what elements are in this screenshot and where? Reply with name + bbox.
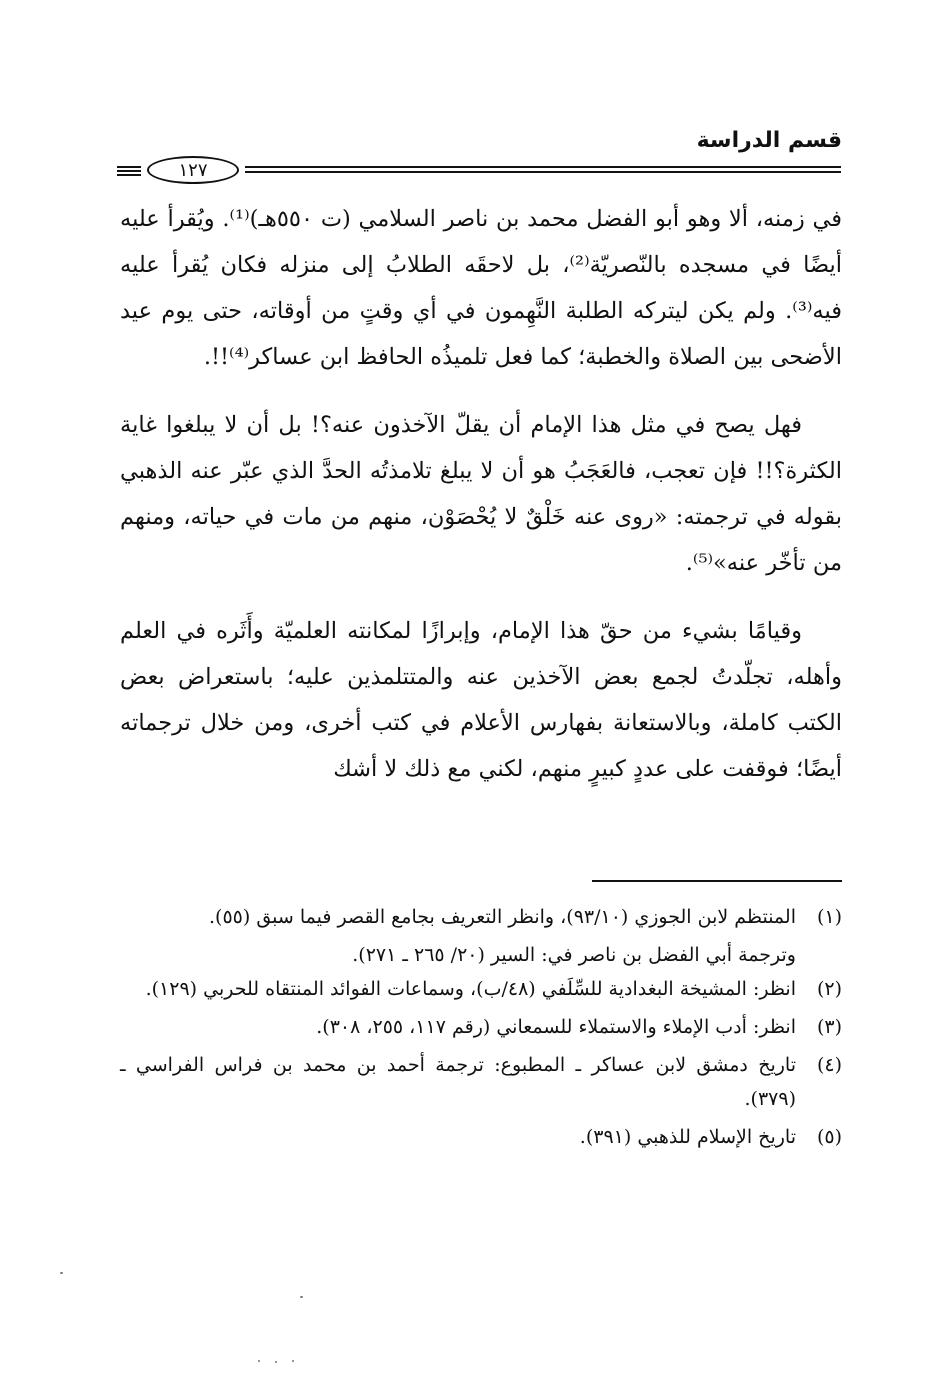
- body-text: [120, 196, 842, 792]
- paragraph-1: في زمنه، ألا وهو أبو الفضل محمد بن ناصر السلامي (ت ٥٥٠هـ)⁽¹⁾. ويُقرأ عليه أيضًا في مسجده بالنّصريّة⁽²⁾، بل لاحقَه الطلابُ إلى منزله فكان يُقرأ عليه فيه⁽³⁾. ولم يكن ليتركه الطلبة النَّهِمون في أي وقتٍ من أوقاته، حتى يوم عيد الأضحى بين الصلاة والخطبة؛ كما فعل تلميذُه الحافظ ابن عساكر⁽⁴⁾!!.: [120, 206, 842, 370]
- footnote-text: انظر: أدب الإملاء والاستملاء للسمعاني (رقم ١١٧، ٢٥٥، ٣٠٨).: [316, 1016, 796, 1038]
- section-title: قسم الدراسة: [696, 128, 842, 153]
- scan-speck: [258, 1360, 260, 1362]
- header-rule: [117, 156, 841, 186]
- footnote-text: المنتظم لابن الجوزي (٩٣/١٠)، وانظر التعريف بجامع القصر فيما سبق (٥٥).: [209, 906, 796, 928]
- paragraph-3: وقيامًا بشيء من حقّ هذا الإمام، وإبرازًا لمكانته العلميّة وأَثَره في العلم وأهله، تجلّدتُ لجمع بعض الآخذين عنه والمتتلمذين عليه؛ باستعراض بعض الكتب كاملة، وبالاستعانة بفهارس الأعلام في كتب أخرى، ومن خلال ترجماته أيضًا؛ فوقفت على عددٍ كبيرٍ منهم، لكني مع ذلك لا أشك: [120, 618, 842, 782]
- header-rule-lines: [245, 166, 841, 173]
- footnote-3: [120, 1010, 842, 1044]
- footnote-text: تاريخ دمشق لابن عساكر ـ المطبوع: ترجمة أحمد بن محمد بن فراس الفراسي ـ (٣٧٩).: [120, 1054, 796, 1110]
- footnote-number: (١): [816, 906, 842, 928]
- footnote-2: [120, 972, 842, 1006]
- scan-speck: [60, 1272, 63, 1274]
- scan-speck: [292, 1360, 294, 1362]
- footnote-number: (٢): [816, 978, 842, 1000]
- footnote-separator: [592, 880, 842, 882]
- footnote-number: (٣): [816, 1016, 842, 1038]
- footnote-number: (٥): [816, 1126, 842, 1148]
- scan-speck: [275, 1361, 277, 1363]
- page-number: ١٢٧: [147, 156, 239, 184]
- paragraph-2: فهل يصح في مثل هذا الإمام أن يقلّ الآخذون عنه؟! بل أن لا يبلغوا غاية الكثرة؟!! فإن تعجب، فالعَجَبُ هو أن لا يبلغ تلامذتُه الحدَّ الذي عبّر عنه الذهبي بقوله في ترجمته: «روى عنه خَلْقٌ لا يُحْصَوْن، منهم من مات في حياته، ومنهم من تأخّر عنه»⁽⁵⁾.: [120, 412, 842, 576]
- footnote-4: [120, 1048, 842, 1116]
- header-rule-bars: [117, 166, 141, 176]
- footnote-number: (٤): [816, 1054, 842, 1076]
- footnote-1: [120, 900, 842, 972]
- footnote-text: تاريخ الإسلام للذهبي (٣٩١).: [579, 1126, 796, 1148]
- footnote-5: [120, 1120, 842, 1154]
- footnote-text: انظر: المشيخة البغدادية للسِّلَفي (٤٨/ب)، وسماعات الفوائد المنتقاه للحربي (١٢٩).: [145, 978, 796, 1000]
- footnote-extra-text: وترجمة أبي الفضل بن ناصر في: السير (٢٠/ ٢٦٥ ـ ٢٧١).: [352, 944, 796, 966]
- scan-speck: [300, 1296, 303, 1298]
- footnotes: [120, 900, 842, 1154]
